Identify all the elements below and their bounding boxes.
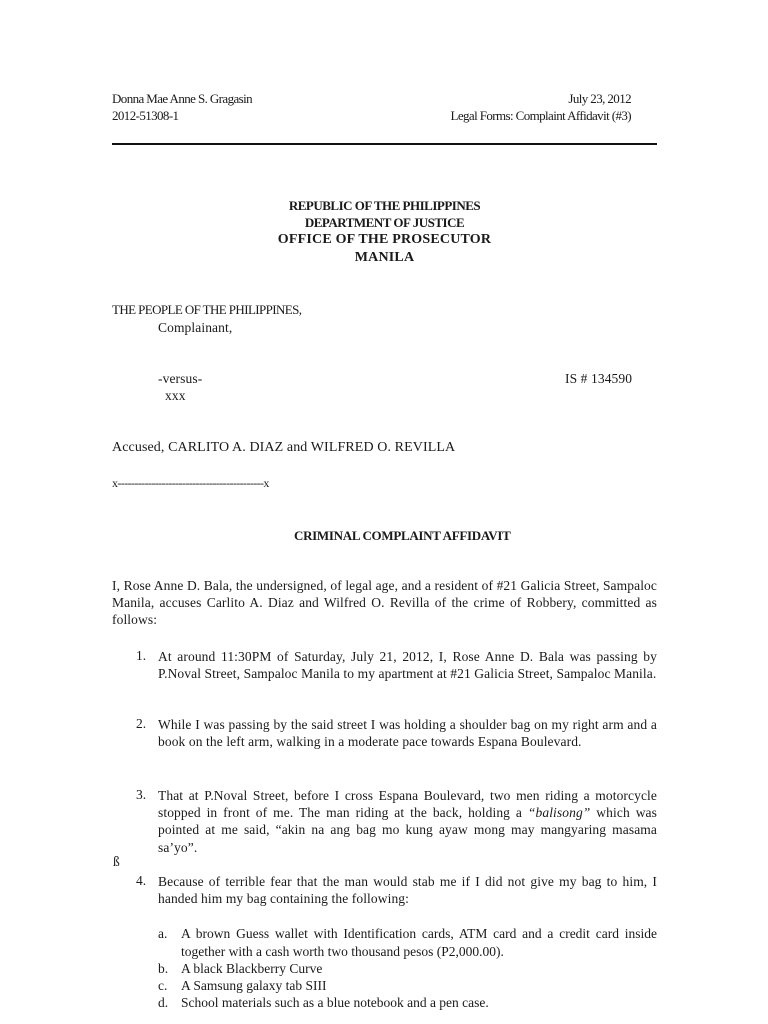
item-1-number: 1. — [136, 648, 147, 663]
author-name: Donna Mae Anne S. Gragasin — [112, 91, 253, 106]
sub-item-a-text: A brown Guess wallet with Identification cards, ATM card and a credit card inside together with a cash worth two thousand pesos (P2,000.00). — [181, 926, 657, 959]
xxx-label: xxx — [165, 388, 186, 403]
item-4-number: 4. — [136, 873, 147, 888]
title-line-doj: DEPARTMENT OF JUSTICE — [304, 215, 465, 230]
item-2-number: 2. — [136, 716, 147, 731]
accused-line: Accused, CARLITO A. DIAZ and WILFRED O. REVILLA — [112, 440, 456, 455]
student-number: 2012-51308-1 — [112, 108, 179, 123]
sub-item-d-letter: d. — [158, 995, 169, 1010]
sub-item-d-text: School materials such as a blue notebook and a pen case. — [181, 995, 489, 1010]
document-title: CRIMINAL COMPLAINT AFFIDAVIT — [294, 528, 511, 543]
item-2-text: While I was passing by the said street I was holding a shoulder bag on my right arm and a book on the left arm, walking in a moderate pace towards Espana Boulevard. — [158, 717, 657, 750]
intro-paragraph: I, Rose Anne D. Bala, the undersigned, of legal age, and a resident of #21 Galicia Street, Sampaloc Manila, accuses Carlito A. Diaz and Wilfred O. Revilla of the crime of Robbery, committed as follows: — [112, 578, 657, 628]
item-4-text: Because of terrible fear that the man would stab me if I did not give my bag to him, I handed him my bag containing the following: — [158, 874, 657, 907]
item-3-number: 3. — [136, 787, 147, 802]
complainant-label: Complainant, — [158, 320, 233, 335]
title-line-manila: MANILA — [354, 250, 415, 265]
sub-item-c-text: A Samsung galaxy tab SIII — [181, 978, 327, 993]
item-3-text-part-a: That at P.Noval Street, before I cross Espana Boulevard, two men riding a motorcycle stopped in front of me. The man riding at the back, holding a — [158, 788, 657, 821]
item-1-text: At around 11:30PM of Saturday, July 21, 2012, I, Rose Anne D. Bala was passing by P.Noval Street, Sampaloc Manila to my apartment at #21 Galicia Street, Sampaloc Manila. — [158, 649, 657, 682]
plaintiff-name: THE PEOPLE OF THE PHILIPPINES, — [112, 302, 302, 317]
item-3-text — [158, 787, 657, 856]
sub-item-a-letter: a. — [158, 926, 168, 941]
caption-separator: x-------------------------------------------x — [112, 476, 269, 490]
header-rule — [112, 143, 657, 145]
header-date: July 23, 2012 — [568, 91, 631, 106]
balisong-term: “balisong” — [527, 805, 591, 821]
sub-item-b-letter: b. — [158, 961, 169, 976]
sub-item-c-letter: c. — [158, 978, 168, 993]
versus-label: -versus- — [158, 371, 203, 386]
title-line-republic: REPUBLIC OF THE PHILIPPINES — [288, 198, 481, 213]
sub-item-b-text: A black Blackberry Curve — [181, 961, 323, 976]
case-number: IS # 134590 — [565, 371, 633, 386]
stray-mark: ß — [113, 854, 120, 869]
header-subject: Legal Forms: Complaint Affidavit (#3) — [450, 108, 631, 123]
title-line-prosecutor: OFFICE OF THE PROSECUTOR — [277, 232, 492, 247]
item-3-text-part-b: which was pointed at me said, “akin na ang bag mo kung ayaw mong may mangyaring masama sa’yo”. — [158, 805, 657, 855]
